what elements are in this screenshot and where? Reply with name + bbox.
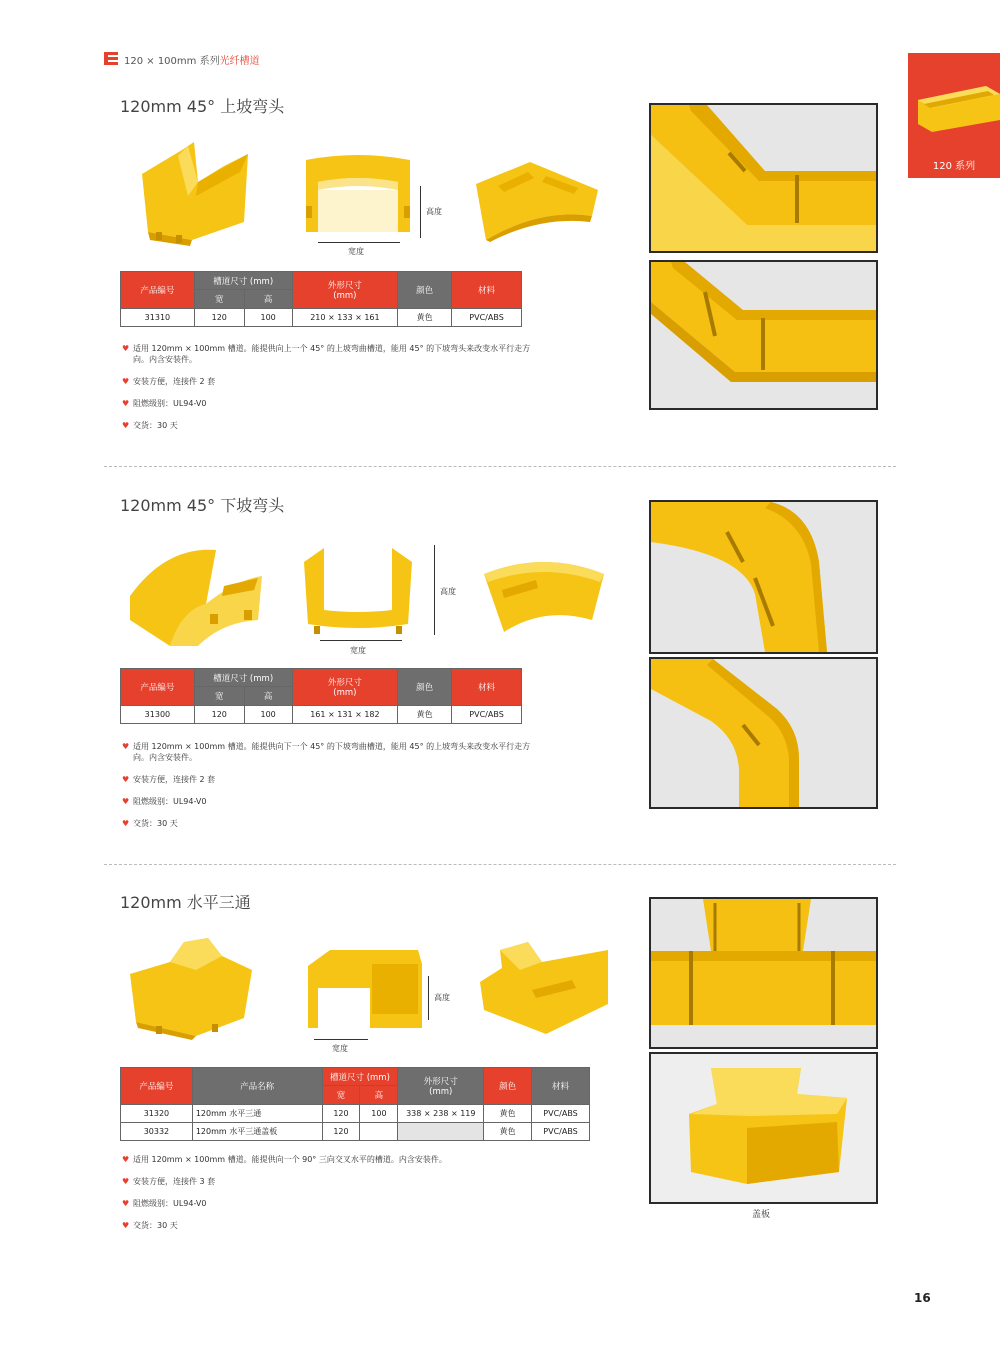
cell-material: PVC/ABS [452,309,522,327]
dimension-width-marker [320,640,402,641]
cell-material: PVC/ABS [452,706,522,724]
th-product-code: 产品编号 [121,669,195,706]
dimension-height-marker [434,545,435,635]
spec-table [120,271,522,327]
cell-outer: 210 × 133 × 161 [292,309,398,327]
bullet-heart-icon: ♥ [122,344,130,353]
cell-code: 31310 [121,309,195,327]
installation-photo [649,103,878,253]
dimension-width-label: 宽度 [348,247,364,256]
cell-height: 100 [244,309,292,327]
dimension-height-label: 高度 [426,207,442,216]
installation-photo [649,897,878,1049]
th-trough-size: 槽道尺寸 (mm) [322,1068,398,1086]
cell-material: PVC/ABS [532,1105,590,1123]
page-number: 16 [914,1291,931,1305]
section-title: 120mm 45° 上坡弯头 [120,97,285,116]
product-image-upslope-elbow-top [470,156,606,242]
cell-outer: 338 × 238 × 119 [398,1105,484,1123]
cover-photo [649,1052,878,1204]
th-trough-size: 槽道尺寸 (mm) [194,272,292,290]
cell-code: 30332 [121,1123,193,1141]
th-product-name: 产品名称 [192,1068,322,1105]
th-trough-size: 槽道尺寸 (mm) [194,669,292,687]
header-logo-mark [104,52,118,65]
feature-list [121,741,531,840]
th-product-code: 产品编号 [121,272,195,309]
side-tab-product-image [918,80,1000,132]
th-color: 颜色 [484,1068,532,1105]
th-height: 高 [360,1086,398,1105]
dimension-width-label: 宽度 [332,1044,348,1053]
section-title: 120mm 45° 下坡弯头 [120,496,285,515]
th-color: 颜色 [398,272,452,309]
feature-item: ♥ 适用 120mm × 100mm 槽道。能提供向上一个 45° 的上坡弯曲槽道，能用 45° 的下坡弯头来改变水平行走方向。内含安装件。 [122,344,531,364]
feature-item: ♥ 交货：30 天 [122,1221,178,1230]
bullet-heart-icon: ♥ [122,399,130,408]
product-image-upslope-elbow-front [300,150,418,240]
th-outer-size: 外形尺寸 (mm) [292,272,398,309]
cell-name: 120mm 水平三通 [192,1105,322,1123]
cell-width: 120 [322,1105,360,1123]
cell-name: 120mm 水平三通盖板 [192,1123,322,1141]
cell-color: 黄色 [484,1123,532,1141]
cell-color: 黄色 [398,309,452,327]
feature-item: ♥ 安装方便，连接件 2 套 [122,377,216,386]
feature-item: ♥ 安装方便，连接件 3 套 [122,1177,216,1186]
cell-material: PVC/ABS [532,1123,590,1141]
cell-code: 31320 [121,1105,193,1123]
th-color: 颜色 [398,669,452,706]
cell-color: 黄色 [484,1105,532,1123]
cell-width: 120 [194,706,244,724]
cell-width: 120 [194,309,244,327]
cell-outer: 161 × 131 × 182 [292,706,398,724]
feature-list [121,1154,561,1242]
dimension-height-marker [420,186,421,238]
product-image-tee-front [300,942,424,1038]
th-height: 高 [244,687,292,706]
th-material: 材料 [532,1068,590,1105]
feature-item: ♥ 阻燃级别：UL94-V0 [122,399,207,408]
bullet-heart-icon: ♥ [122,797,130,806]
th-product-code: 产品编号 [121,1068,193,1105]
installation-photo [649,657,878,809]
th-outer-size: 外形尺寸 (mm) [398,1068,484,1105]
header-suffix: 光纤槽道 [219,56,260,67]
cell-height: 100 [244,706,292,724]
section-divider [104,864,896,865]
product-image-downslope-elbow-angle [126,540,266,650]
th-material: 材料 [452,669,522,706]
cover-photo-caption: 盖板 [752,1210,771,1220]
spec-table [120,1067,590,1141]
th-width: 宽 [322,1086,360,1105]
dimension-height-label: 高度 [440,587,456,596]
bullet-heart-icon: ♥ [122,775,130,784]
dimension-height-marker [428,976,429,1020]
side-tab-label: 120 系列 [932,161,976,172]
header-title [124,52,260,67]
bullet-heart-icon: ♥ [122,1177,130,1186]
product-image-downslope-elbow-top [480,550,608,636]
installation-photo [649,500,878,654]
section-divider [104,466,896,467]
spec-table [120,668,522,724]
dimension-width-label: 宽度 [350,646,366,655]
product-image-tee-angle [126,936,256,1040]
bullet-heart-icon: ♥ [122,377,130,386]
dimension-width-marker [314,1039,368,1040]
bullet-heart-icon: ♥ [122,1199,130,1208]
header-prefix: 120 × 100mm 系列 [124,56,220,67]
section-title: 120mm 水平三通 [120,893,251,912]
bullet-heart-icon: ♥ [122,421,130,430]
feature-item: ♥ 交货：30 天 [122,819,178,828]
feature-item: ♥ 交货：30 天 [122,421,178,430]
cell-color: 黄色 [398,706,452,724]
th-width: 宽 [194,687,244,706]
cell-code: 31300 [121,706,195,724]
dimension-height-label: 高度 [434,993,450,1002]
th-outer-size: 外形尺寸 (mm) [292,669,398,706]
feature-item: ♥ 安装方便，连接件 2 套 [122,775,216,784]
bullet-heart-icon: ♥ [122,1221,130,1230]
cell-width: 120 [322,1123,360,1141]
bullet-heart-icon: ♥ [122,1155,130,1164]
product-image-tee-top [476,940,612,1036]
bullet-heart-icon: ♥ [122,742,130,751]
cell-outer [398,1123,484,1141]
feature-list [121,343,531,442]
feature-item: ♥ 适用 120mm × 100mm 槽道。能提供向一个 90° 三向交叉水平的槽道。内含安装件。 [122,1155,447,1164]
feature-item: ♥ 阻燃级别：UL94-V0 [122,797,207,806]
th-material: 材料 [452,272,522,309]
installation-photo [649,260,878,410]
feature-item: ♥ 适用 120mm × 100mm 槽道。能提供向下一个 45° 的下坡弯曲槽道，能用 45° 的上坡弯头来改变水平行走方向。内含安装件。 [122,742,531,762]
th-width: 宽 [194,290,244,309]
cell-height: 100 [360,1105,398,1123]
feature-item: ♥ 阻燃级别：UL94-V0 [122,1199,207,1208]
dimension-width-marker [318,242,400,243]
th-height: 高 [244,290,292,309]
cell-height [360,1123,398,1141]
product-image-downslope-elbow-front [300,544,416,636]
bullet-heart-icon: ♥ [122,819,130,828]
product-image-upslope-elbow-angle [128,136,254,248]
